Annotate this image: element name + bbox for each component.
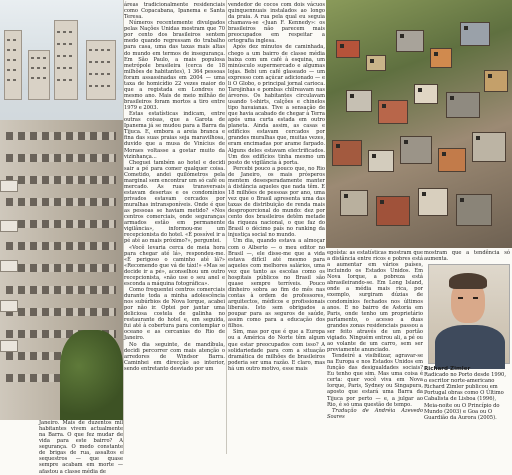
favela-hillside-photo bbox=[326, 0, 512, 248]
article-paragraph: Números recentemente divulgados pelas Nações Unidas mostram que 70 por cento dos brasileiros sentem medo quando regressam do trabalho para casa, uma das taxas mais altas do mundo em termos de insegurança. Em São Paulo, a mais populosa metrópole brasileira (cerca de 18 milhões de habitantes), 1 364 pessoas foram assassinadas em 2004 — uma taxa de homicídio 22 vezes maior do que a registada em Londres no mesmo ano. Mais de meio milhão de brasileiros foram mortos a tiro entre 1979 e 2003. bbox=[124, 20, 225, 112]
article-paragraph: mostram que a tendência só aumenta. bbox=[424, 250, 510, 263]
article-paragraph: Após dez minutos de caminhada, chego a um bairro de classe média baixa com um café à esquina, um minúsculo supermercado e algumas lojas. Bebi um café glaseado — um expresso com açúcar adicionado — e li O Globo, o principal jornal carioca. Tarojinhas e pombas chilreavam nas árvores. Os habitantes circulavam usando t-shirts, calções e chinelos tipo havaianas. Tive a sensação de que havia acabado de chegar à Terra após uma curta estada em outro planeta. Ainda assim, as casas e edifícios estavam cercados por grandes muralhas que, muitas vezes, eram encimadas por arame farpado. Alguns deles estavam electrificados. Um dos edifícios tinha mesmo um posto de vigilância à porta. bbox=[228, 44, 325, 166]
author-bio: Radicado no Porto desde 1990, o escritor norte-americano Richard Zimler publicou em Portugal obras como O Último Cabalista de Lisboa (1996), Meia-noite ou O Princípio do Mundo (2003) e Goa ou O Guardião da Aurora (2005). bbox=[424, 372, 506, 421]
article-paragraph: Um dia, quando estava a almoçar com o Alberto — o meu editor no Brasil —, ele disse-me que a vida estava difícil até mesmo para aqueles com melhores salários, uma vez que tanto as escolas como os hospitais públicos no Brasil são quase sempre terríveis. Pouco dinheiro sobra ao fim do mês nas contas à ordem de professores, arquitectos, médicos e profissionais liberais. Isto sem obrigados a poupar para as seguros de saúde, assim como para a educação dos filhos. bbox=[228, 238, 325, 330]
article-column-4b bbox=[424, 250, 510, 264]
author-name: Richard Zimler bbox=[424, 366, 471, 372]
apartment-towers-photo bbox=[0, 0, 123, 420]
article-paragraph: vendedor de cocos com dois vácuos quinquennuais instalados ao longo da praia. A rua pela qual eu seguia chamava-se «Juan F. Kennedy»: os brasileiros não parecem mais preocupados em respeitar a ortografia inglesa. bbox=[228, 2, 325, 45]
article-paragraph: No dia seguinte, de mandíbula, decidi percorrer com mais atenção o arredores de Windsor Barra. Caminhei em direcção ao interior, sendo entretanto desviado por um bbox=[124, 341, 225, 372]
article-column-3 bbox=[228, 2, 325, 454]
article-paragraph: «Você levaria cerca de meia hora para chegar até lá», respondeu-me. «É perigoso o caminho até lá?» «Recomendo que vá de táxi!» «Mas se decide ir a pé», aconselhou um outro recepcionista, «não use o seu anel e esconda a máquina fotográfica». bbox=[124, 244, 225, 287]
article-column-4 bbox=[327, 250, 423, 452]
article-paragraph: Sim, mas por que é que a Europa ou a América do Norte têm algum que estar preocupados com isso? A solidariedade para com a situação dramática de milhões de brasileiros poderia ser uma razão. E claro, mas há um outro motivo, esse mais bbox=[228, 329, 325, 372]
article-column-2 bbox=[124, 2, 225, 454]
column-divider bbox=[226, 0, 227, 454]
article-paragraph: egoísta: as estatísticas mostram que a distância entre ricos e pobres está a aumentar em vários países, incluindo os Estados Unidos. Em Nova Iorque, a pobreza está abrasileirando-se. Em Long Island, onde a média mais rica, por exemplo, surgiram dúzias de condomínios fechados nos últimos anos. E no bairro de Astoria em Paris, onde tenho um proprietário parlamento, o acesso a duas grandes zonas residenciais passou a ser feito através de um portão vigiado. Ninguém entrou ali, a pé ou ao volante de um carro, sem ser previamente anunciado. bbox=[327, 250, 423, 353]
translation-credit: Tradução de Andréia Azevedo Soares bbox=[327, 407, 423, 420]
article-paragraph: Como frequentei centros comerciais durante toda a minha adolescência nos subúrbios de Nova Iorque, acabei por não ir. Optei por jantar uma deliciosa costela de galinha no restaurante do hotel e, em seguida, fui até à cobertura para contemplar o oceano e as cercanias do Rio de Janeiro. bbox=[124, 286, 225, 342]
author-portrait bbox=[428, 264, 510, 364]
article-paragraph: áreas tradicionalmente residenciais como Copacabana, Ipanema e Santa Teresa. bbox=[124, 2, 225, 21]
article-paragraph: Tendeiré a visibilizar, agravar-se na Europa e nos Estados Unidos em função das desigualdades sociais? Eu tenho que sim. Mas uma coisa é certa: quer você viva em Nova Iorque, Paris, Sydney ou Singapura, aposto que estará uma Barra da Tijuca por perto — e, a julgar ao Rio, é só uma questão de tempo. bbox=[327, 353, 423, 408]
author-caption bbox=[424, 366, 510, 421]
article-paragraph: Percebi pouco a pouco que, no Rio de Janeiro, os mais prósperos mentem desesperadamente manter à distância aqueles que nada têm. E 18 milhões de pessoas por ano, uma vez que o Brasil apresenta uma das taxas de distribuição de renda mais desproporcional do mundo: dez por cento dos brasileiros detêm metade da riqueza nacional, o que faz do Brasil o décimo país no ranking da injustiça social no mundo. bbox=[228, 165, 325, 239]
article-column-1 bbox=[39, 420, 123, 475]
article-paragraph: Estas estatísticas indicam, entre outras coisas, que a Garota de Ipanema já se mudou para a Barra da Tijuca. E, embora a areia branca e fina das suas praias seja maravilhosa, duvido que a musa de Vinícius de Moraes voltasse a gostar muito da vizinhança... bbox=[124, 111, 225, 160]
article-paragraph: Cheguei também ao hotel e decidi sair a pé para comer qualquer coisa. Cometido, andei quilómetros pela marginal sem encontrar um só café ou mercado. As ruas transversais estavam desertas e os condomínios privados estavam cercados por muralhas intransponíveis. Onde é que as pessoas se haviam metido? «Nos centros comerciais, onde seguranças armados estão em permanente vigilância», informou-me um recepcionista do hotel. «É possível ir a pé até ao mais próximo?», perguntei. bbox=[124, 159, 225, 245]
article-paragraph: Janeiro. Mais de duzentos mil habitantes vivem actualmente na Barra. O que fez mudar de vida para este bairro? A segurança. O medo constante de brigas de rua, assaltos e sequestros — que quase sempre acabam em morte — afastou a classe média de bbox=[39, 420, 123, 475]
